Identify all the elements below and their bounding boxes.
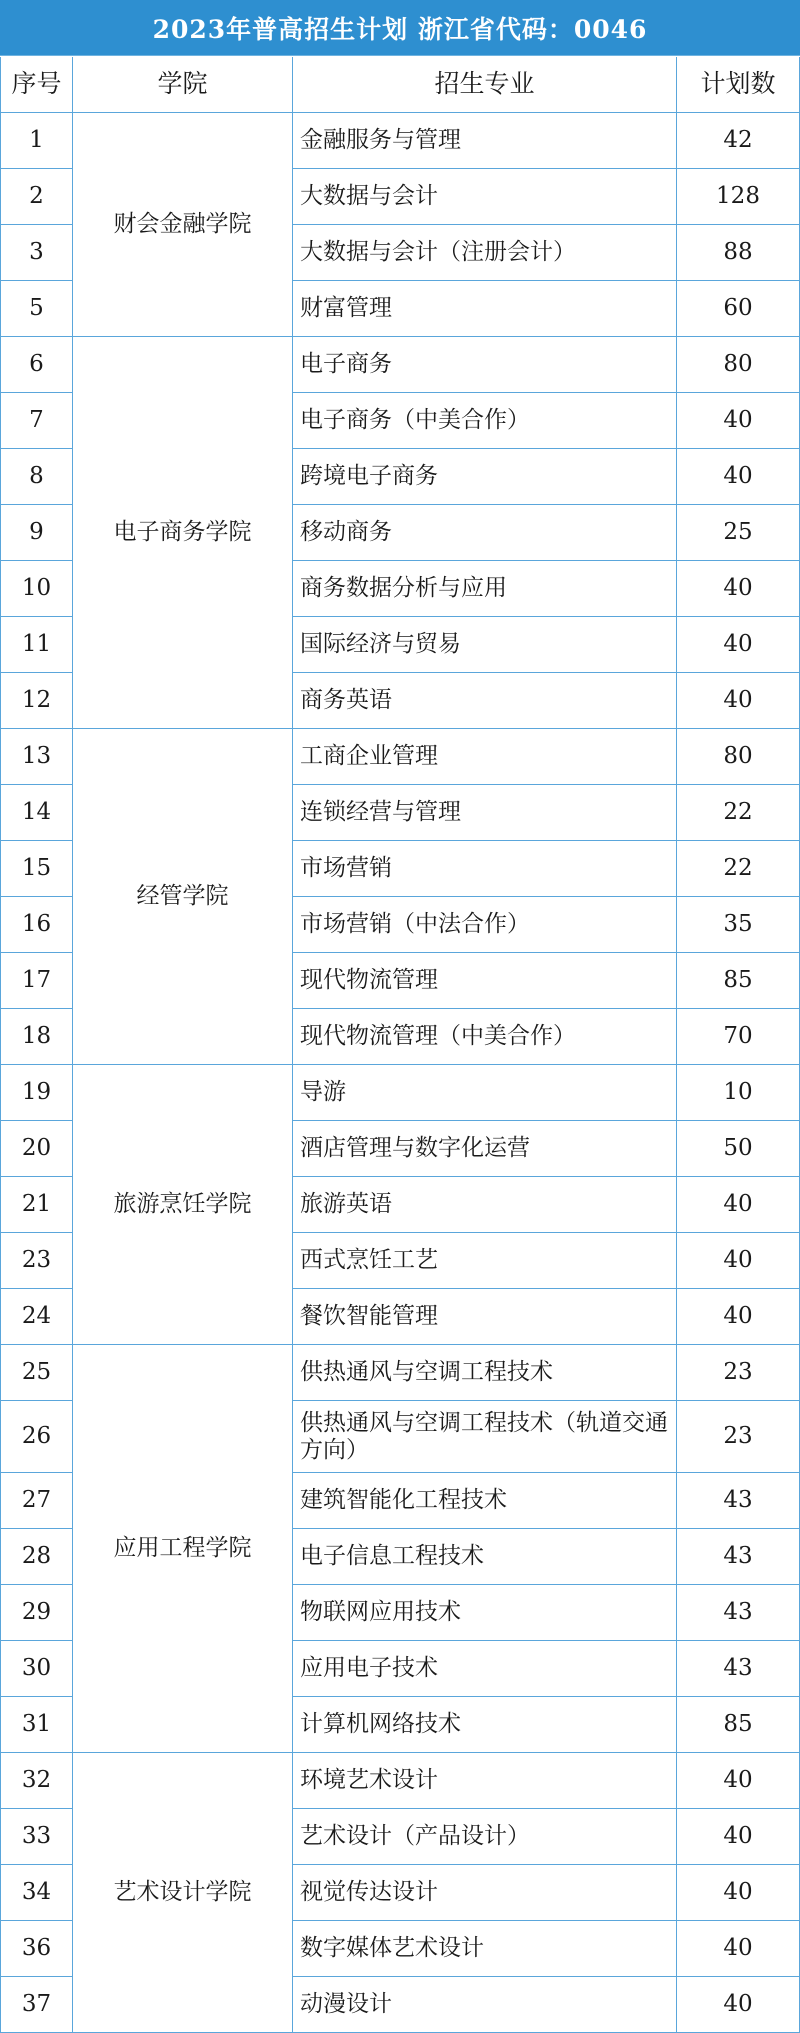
row-number: 25: [0, 1345, 73, 1401]
plan-count: 50: [677, 1121, 800, 1177]
row-number: 16: [0, 897, 73, 953]
major-name: 导游: [293, 1065, 677, 1121]
plan-count: 40: [677, 449, 800, 505]
row-number: 28: [0, 1529, 73, 1585]
row-number: 27: [0, 1473, 73, 1529]
table-title: 2023年普高招生计划 浙江省代码：0046: [0, 0, 800, 56]
plan-count: 22: [677, 785, 800, 841]
major-name: 市场营销（中法合作）: [293, 897, 677, 953]
plan-count: 10: [677, 1065, 800, 1121]
row-number: 1: [0, 113, 73, 169]
plan-count: 40: [677, 617, 800, 673]
row-number: 10: [0, 561, 73, 617]
plan-count: 80: [677, 729, 800, 785]
row-number: 2: [0, 169, 73, 225]
plan-count: 43: [677, 1585, 800, 1641]
major-name: 动漫设计: [293, 1977, 677, 2033]
major-name: 现代物流管理（中美合作）: [293, 1009, 677, 1065]
major-name: 应用电子技术: [293, 1641, 677, 1697]
plan-count: 80: [677, 337, 800, 393]
plan-count: 23: [677, 1345, 800, 1401]
row-number: 9: [0, 505, 73, 561]
major-name: 酒店管理与数字化运营: [293, 1121, 677, 1177]
college-name: 应用工程学院: [73, 1345, 293, 1753]
college-name: 财会金融学院: [73, 113, 293, 337]
row-number: 29: [0, 1585, 73, 1641]
plan-count: 40: [677, 393, 800, 449]
row-number: 15: [0, 841, 73, 897]
major-name: 供热通风与空调工程技术（轨道交通方向）: [293, 1401, 677, 1473]
row-number: 31: [0, 1697, 73, 1753]
plan-count: 88: [677, 225, 800, 281]
row-number: 13: [0, 729, 73, 785]
plan-count: 40: [677, 1753, 800, 1809]
major-name: 计算机网络技术: [293, 1697, 677, 1753]
major-name: 电子商务（中美合作）: [293, 393, 677, 449]
major-name: 餐饮智能管理: [293, 1289, 677, 1345]
row-number: 12: [0, 673, 73, 729]
major-name: 跨境电子商务: [293, 449, 677, 505]
major-name: 电子商务: [293, 337, 677, 393]
major-name: 财富管理: [293, 281, 677, 337]
header-college: 学院: [73, 57, 293, 113]
plan-count: 23: [677, 1401, 800, 1473]
college-name: 经管学院: [73, 729, 293, 1065]
plan-count: 128: [677, 169, 800, 225]
plan-count: 40: [677, 1177, 800, 1233]
row-number: 21: [0, 1177, 73, 1233]
header-major: 招生专业: [293, 57, 677, 113]
major-name: 市场营销: [293, 841, 677, 897]
plan-count: 40: [677, 673, 800, 729]
plan-count: 43: [677, 1641, 800, 1697]
major-name: 大数据与会计（注册会计）: [293, 225, 677, 281]
plan-count: 40: [677, 1865, 800, 1921]
row-number: 11: [0, 617, 73, 673]
plan-count: 40: [677, 1809, 800, 1865]
header-plan: 计划数: [677, 57, 800, 113]
major-name: 商务英语: [293, 673, 677, 729]
row-number: 14: [0, 785, 73, 841]
major-name: 艺术设计（产品设计）: [293, 1809, 677, 1865]
row-number: 36: [0, 1921, 73, 1977]
row-number: 23: [0, 1233, 73, 1289]
major-name: 商务数据分析与应用: [293, 561, 677, 617]
plan-count: 40: [677, 1289, 800, 1345]
plan-count: 43: [677, 1529, 800, 1585]
row-number: 19: [0, 1065, 73, 1121]
plan-count: 40: [677, 1233, 800, 1289]
major-name: 金融服务与管理: [293, 113, 677, 169]
row-number: 37: [0, 1977, 73, 2033]
major-name: 环境艺术设计: [293, 1753, 677, 1809]
row-number: 33: [0, 1809, 73, 1865]
row-number: 34: [0, 1865, 73, 1921]
major-name: 数字媒体艺术设计: [293, 1921, 677, 1977]
plan-count: 40: [677, 561, 800, 617]
plan-count: 70: [677, 1009, 800, 1065]
row-number: 6: [0, 337, 73, 393]
major-name: 电子信息工程技术: [293, 1529, 677, 1585]
plan-count: 40: [677, 1977, 800, 2033]
row-number: 20: [0, 1121, 73, 1177]
plan-count: 40: [677, 1921, 800, 1977]
major-name: 工商企业管理: [293, 729, 677, 785]
plan-count: 85: [677, 1697, 800, 1753]
major-name: 建筑智能化工程技术: [293, 1473, 677, 1529]
college-name: 旅游烹饪学院: [73, 1065, 293, 1345]
row-number: 26: [0, 1401, 73, 1473]
plan-count: 35: [677, 897, 800, 953]
plan-count: 25: [677, 505, 800, 561]
row-number: 32: [0, 1753, 73, 1809]
row-number: 3: [0, 225, 73, 281]
major-name: 西式烹饪工艺: [293, 1233, 677, 1289]
row-number: 30: [0, 1641, 73, 1697]
plan-count: 85: [677, 953, 800, 1009]
college-name: 艺术设计学院: [73, 1753, 293, 2033]
major-name: 视觉传达设计: [293, 1865, 677, 1921]
major-name: 供热通风与空调工程技术: [293, 1345, 677, 1401]
major-name: 旅游英语: [293, 1177, 677, 1233]
plan-count: 43: [677, 1473, 800, 1529]
plan-count: 42: [677, 113, 800, 169]
header-no: 序号: [0, 57, 73, 113]
plan-count: 60: [677, 281, 800, 337]
plan-count: 22: [677, 841, 800, 897]
row-number: 18: [0, 1009, 73, 1065]
major-name: 物联网应用技术: [293, 1585, 677, 1641]
row-number: 17: [0, 953, 73, 1009]
college-name: 电子商务学院: [73, 337, 293, 729]
row-number: 8: [0, 449, 73, 505]
major-name: 连锁经营与管理: [293, 785, 677, 841]
major-name: 现代物流管理: [293, 953, 677, 1009]
row-number: 5: [0, 281, 73, 337]
row-number: 7: [0, 393, 73, 449]
major-name: 国际经济与贸易: [293, 617, 677, 673]
row-number: 24: [0, 1289, 73, 1345]
major-name: 大数据与会计: [293, 169, 677, 225]
major-name: 移动商务: [293, 505, 677, 561]
